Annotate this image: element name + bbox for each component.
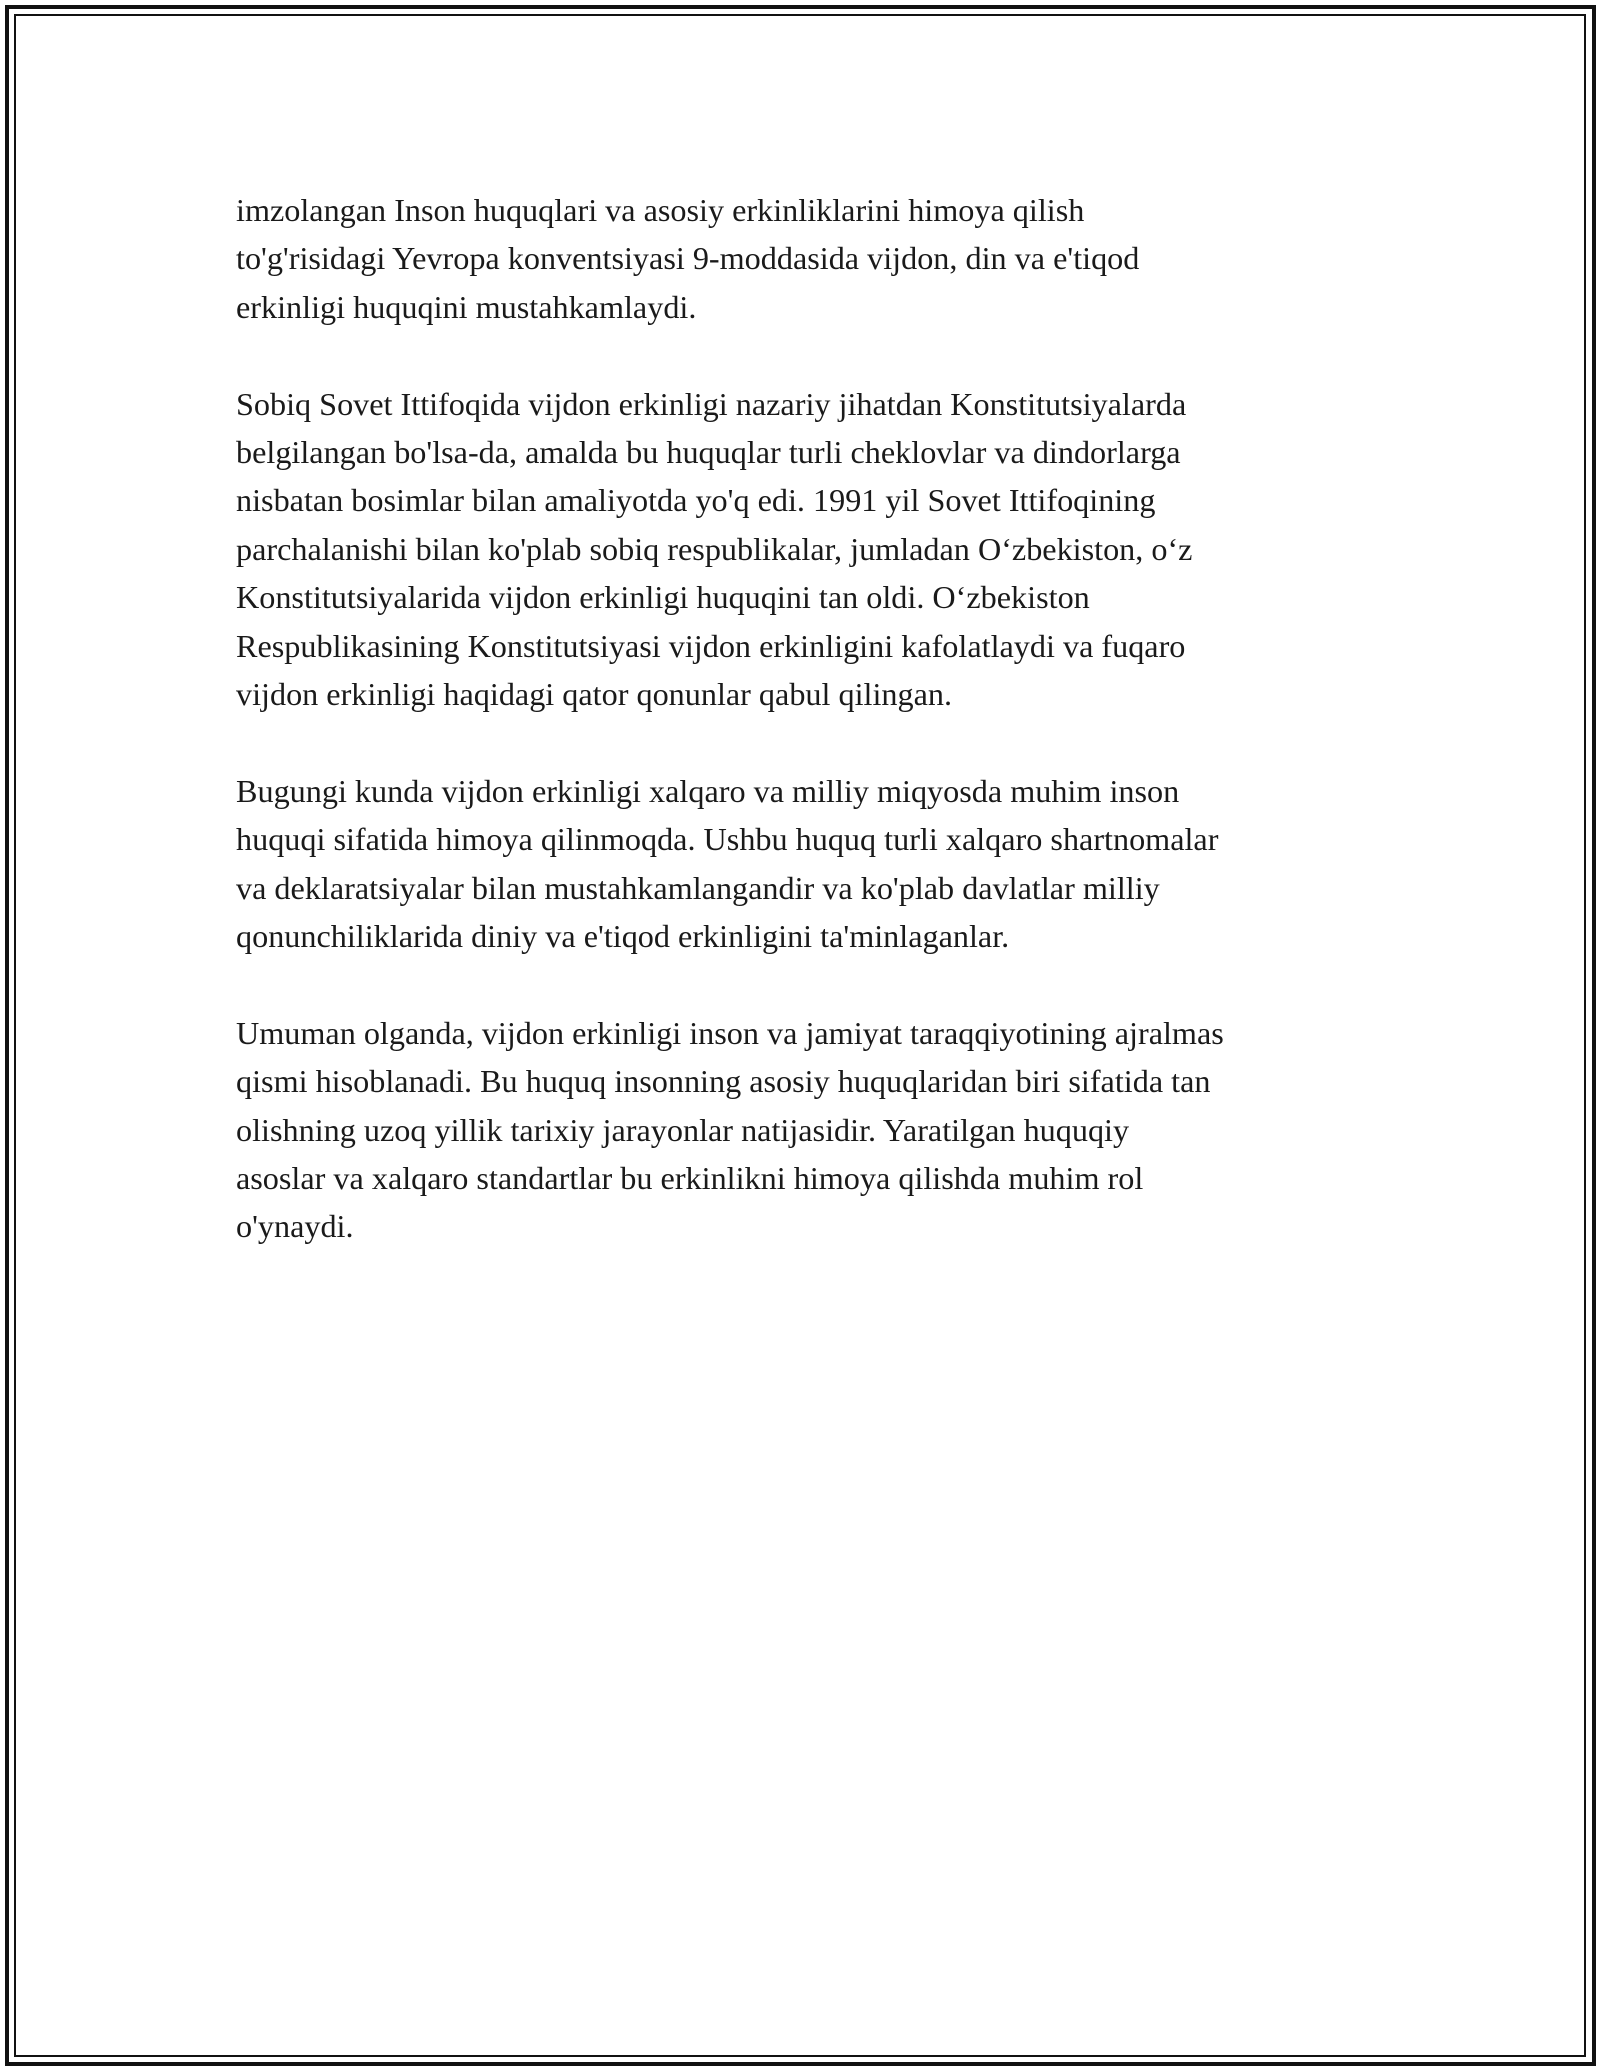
- paragraph-3: Bugungi kunda vijdon erkinligi xalqaro va milliy miqyosda muhim inson huquqi sifatida himoya qilinmoqda. Ushbu huquq turli xalqaro shartnomalar va deklaratsiyalar bilan mustahkamlangandir va ko'plab davlatlar milliy qonunchiliklarida diniy va e'tiqod erkinligini ta'minlaganlar.: [236, 772, 1219, 955]
- paragraph-2: Sobiq Sovet Ittifoqida vijdon erkinligi nazariy jihatdan Konstitutsiyalarda belgilangan bo'lsa-da, amalda bu huquqlar turli cheklovlar va dindorlarga nisbatan bosimlar bilan amaliyotda yo'q edi. 1991 yil Sovet Ittifoqining parchalanishi bilan ko'plab sobiq respublikalar, jumladan Oʻzbekiston, oʻz Konstitutsiyalarida vijdon erkinligi huquqini tan oldi. Oʻzbekiston Respublikasining Konstitutsiyasi vijdon erkinligini kafolatlaydi va fuqaro vijdon erkinligi haqidagi qator qonunlar qabul qilingan.: [236, 385, 1193, 713]
- paragraph-4: Umuman olganda, vijdon erkinligi inson va jamiyat taraqqiyotining ajralmas qismi hisoblanadi. Bu huquq insonning asosiy huquqlaridan biri sifatida tan olishning uzoq yillik tarixiy jarayonlar natijasidir. Yaratilgan huquqiy asoslar va xalqaro standartlar bu erkinlikni himoya qilishda muhim rol o'ynaydi.: [236, 1014, 1224, 1245]
- document-body: [236, 186, 1386, 1299]
- paragraph-1: imzolangan Inson huquqlari va asosiy erkinliklarini himoya qilish to'g'risidagi Yevropa konventsiyasi 9-moddasida vijdon, din va e'tiqod erkinligi huquqini mustahkamlaydi.: [236, 192, 1140, 325]
